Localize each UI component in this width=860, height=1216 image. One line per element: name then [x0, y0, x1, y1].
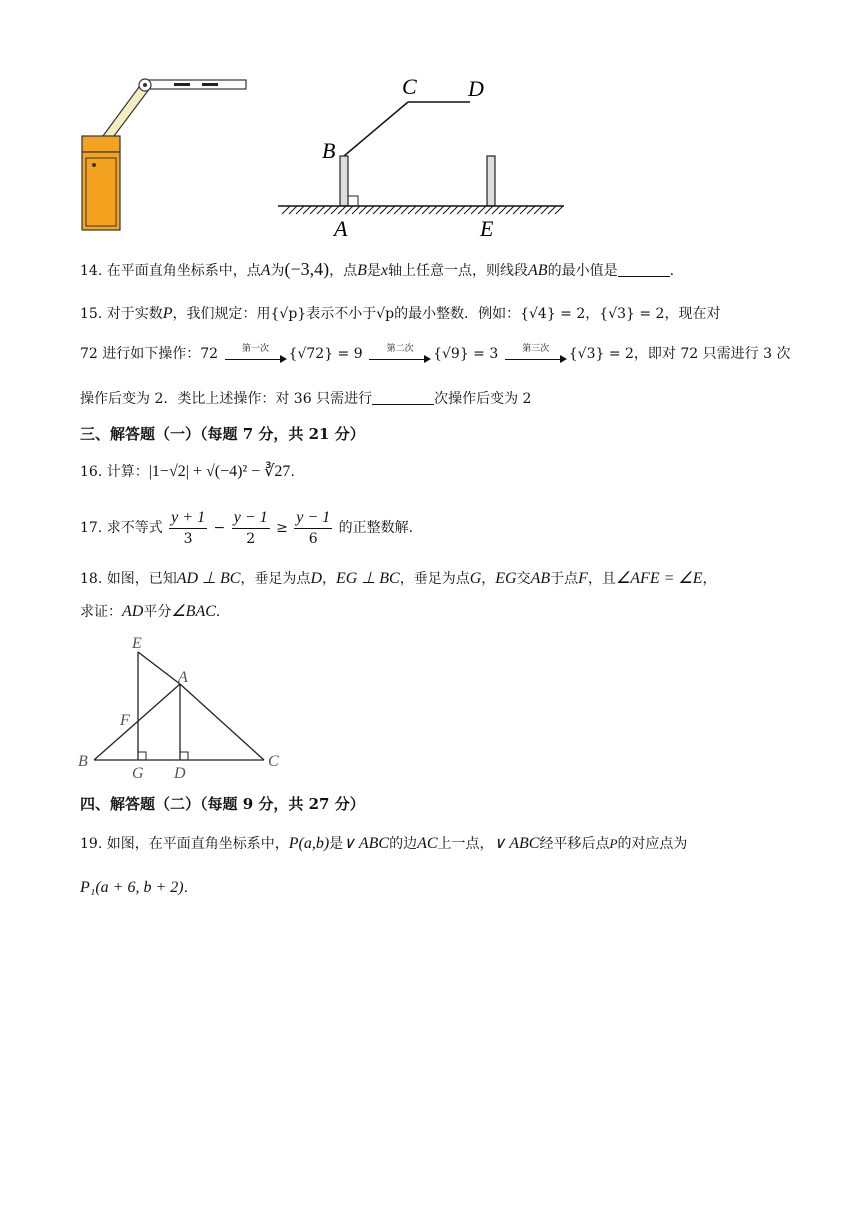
question-15-line-3: 操作后变为 2．类比上述操作：对 36 只需进行 次操作后变为 2	[80, 391, 532, 407]
question-18-line-1: 18. 如图，已知AD ⊥ BC，垂足为点D，EG ⊥ BC，垂足为点G，EG交AB于点F，且∠AFE = ∠E，	[80, 570, 717, 587]
tri-label-A: A	[178, 669, 188, 686]
tri-label-G: G	[132, 765, 144, 782]
section-4-title: 四、解答题（二）（每题 9 分，共 27 分）	[80, 795, 365, 813]
q14-number: 14.	[80, 263, 103, 279]
arrow-step-3: 第三次	[505, 344, 567, 364]
question-15-line-2: 72 进行如下操作：72 第一次 {√72} = 9 第二次 {√9} = 3 第三次 {√3} = 2，即对 72 只需进行 3 次	[80, 344, 791, 362]
tri-label-B: B	[78, 753, 88, 770]
q15-answer-blank	[372, 390, 434, 405]
question-19-line-2: P₁(a + 6, b + 2).	[80, 879, 189, 896]
tri-label-D: D	[174, 765, 186, 782]
q16-expression: |1−√2| + √(−4)² − ∛27	[148, 463, 291, 480]
tri-label-C: C	[268, 753, 279, 770]
question-15-line-1: 15. 对于实数P，我们规定：用{√p}表示不小于√p的最小整数．例如：{√4} = 2，{√3} = 2，现在对	[80, 305, 721, 322]
fraction-1: $\frac{y + 1}{3}$	[171, 508, 206, 547]
arrow-step-1: 第一次	[225, 344, 287, 364]
label-C: C	[402, 74, 417, 99]
tri-label-E: E	[132, 635, 142, 652]
fraction-2: $\frac{y - 1}{2}$	[233, 508, 268, 547]
label-E: E	[480, 216, 494, 241]
triangle-figure	[74, 632, 290, 784]
label-B: B	[322, 138, 336, 163]
question-18-line-2: 求证：AD平分∠BAC.	[80, 603, 221, 620]
fraction-3: $\frac{y - 1}{6}$	[296, 508, 331, 547]
label-D: D	[468, 76, 484, 101]
label-A: A	[334, 216, 348, 241]
barrier-gate-figure	[78, 72, 250, 234]
question-19-line-1: 19. 如图，在平面直角坐标系中，P(a,b)是∨ ABC的边AC上一点，∨ ABC经平移后点P的对应点为	[80, 835, 688, 852]
question-16: 16. 计算：|1−√2| + √(−4)² − ∛27.	[80, 463, 295, 480]
tri-label-F: F	[120, 712, 130, 729]
pole-arm-figure	[274, 70, 568, 242]
question-17: 17. 求不等式 $\frac{y + 1}{3}$ − $\frac{y - 1}{2}$ ≥ $\frac{y - 1}{6}$ 的正整数解.	[80, 508, 414, 547]
arrow-step-2: 第二次	[369, 344, 431, 364]
q14-answer-blank	[618, 262, 670, 277]
section-3-title: 三、解答题（一）（每题 7 分，共 21 分）	[80, 425, 365, 443]
question-14: 14. 在平面直角坐标系中，点A为(−3,4)，点B是x轴上任意一点，则线段AB的最小值是 .	[80, 259, 675, 279]
